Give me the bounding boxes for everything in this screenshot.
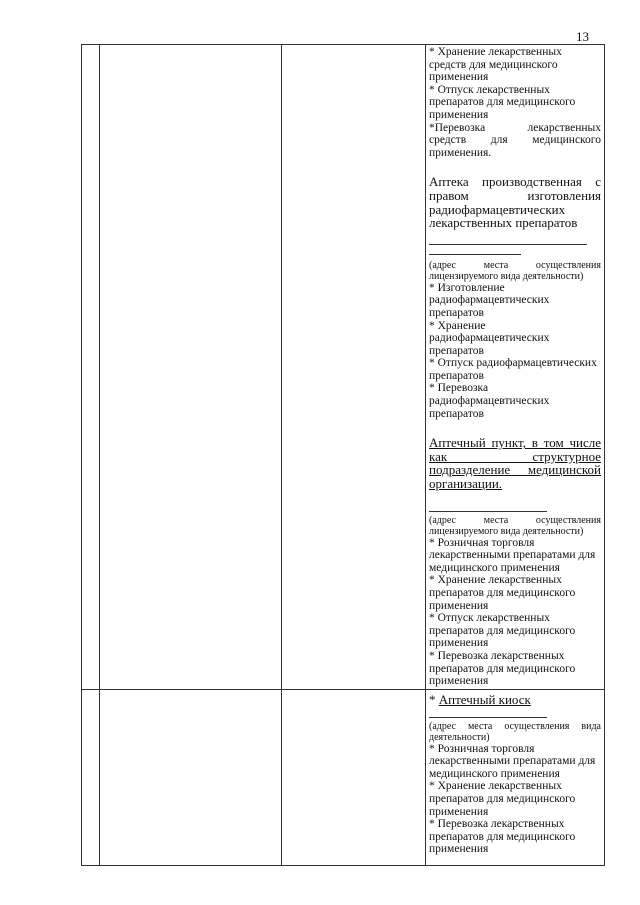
column-divider-2 [281, 45, 282, 865]
address-line [429, 244, 587, 245]
license-table [81, 44, 605, 866]
section-title-pharmacy-production: Аптека производственная с правом изготовления радиофармацевтических лекарственных препаратов [429, 174, 601, 231]
section-title-pharmacy-point: Аптечный пункт, в том числе как структурное подразделение медицинской организации. [429, 435, 601, 492]
list-item: * Хранение лекарственных препаратов для медицинского применения [429, 780, 576, 818]
address-note: (адрес места осуществления лицензируемого вида деятельности) [429, 514, 601, 537]
section-title-pharmacy-kiosk [429, 693, 601, 707]
address-line [429, 511, 547, 512]
list-item: * Хранение лекарственных средств для медицинского применения [429, 46, 562, 84]
page-number: 13 [576, 29, 589, 44]
row2-activity-cell [429, 693, 601, 856]
list-item: * Перевозка лекарственных препаратов для медицинского применения [429, 818, 576, 856]
list-item: * Изготовление радиофармацевтических препаратов [429, 281, 550, 319]
kiosk-title: Аптечный киоск [438, 692, 531, 707]
list-item: * Отпуск лекарственных препаратов для медицинского применения [429, 612, 576, 650]
list-item: * Хранение лекарственных препаратов для медицинского применения [429, 574, 576, 612]
column-divider-1 [99, 45, 100, 865]
address-line [429, 254, 521, 255]
address-note: (адрес места осуществления лицензируемого вида деятельности) [429, 259, 601, 282]
address-line [429, 717, 547, 718]
list-item: * Отпуск лекарственных препаратов для медицинского применения [429, 83, 576, 121]
list-item: * Хранение радиофармацевтических препаратов [429, 319, 550, 357]
row1-activity-cell [429, 46, 601, 688]
list-item: * Розничная торговля лекарственными препаратами для медицинского применения [429, 536, 596, 574]
list-item: *Перевозка лекарственных средств для медицинского применения. [429, 121, 601, 159]
list-item: * Розничная торговля лекарственными препаратами для медицинского применения [429, 742, 596, 780]
list-item: * Перевозка радиофармацевтических препаратов [429, 382, 550, 420]
row-divider [82, 689, 604, 690]
column-divider-3 [425, 45, 426, 865]
kiosk-star: * [429, 692, 436, 707]
address-note: (адрес места осуществления вида деятельности) [429, 720, 601, 743]
list-item: * Перевозка лекарственных препаратов для медицинского применения [429, 649, 576, 688]
list-item: * Отпуск радиофармацевтических препаратов [429, 357, 597, 382]
